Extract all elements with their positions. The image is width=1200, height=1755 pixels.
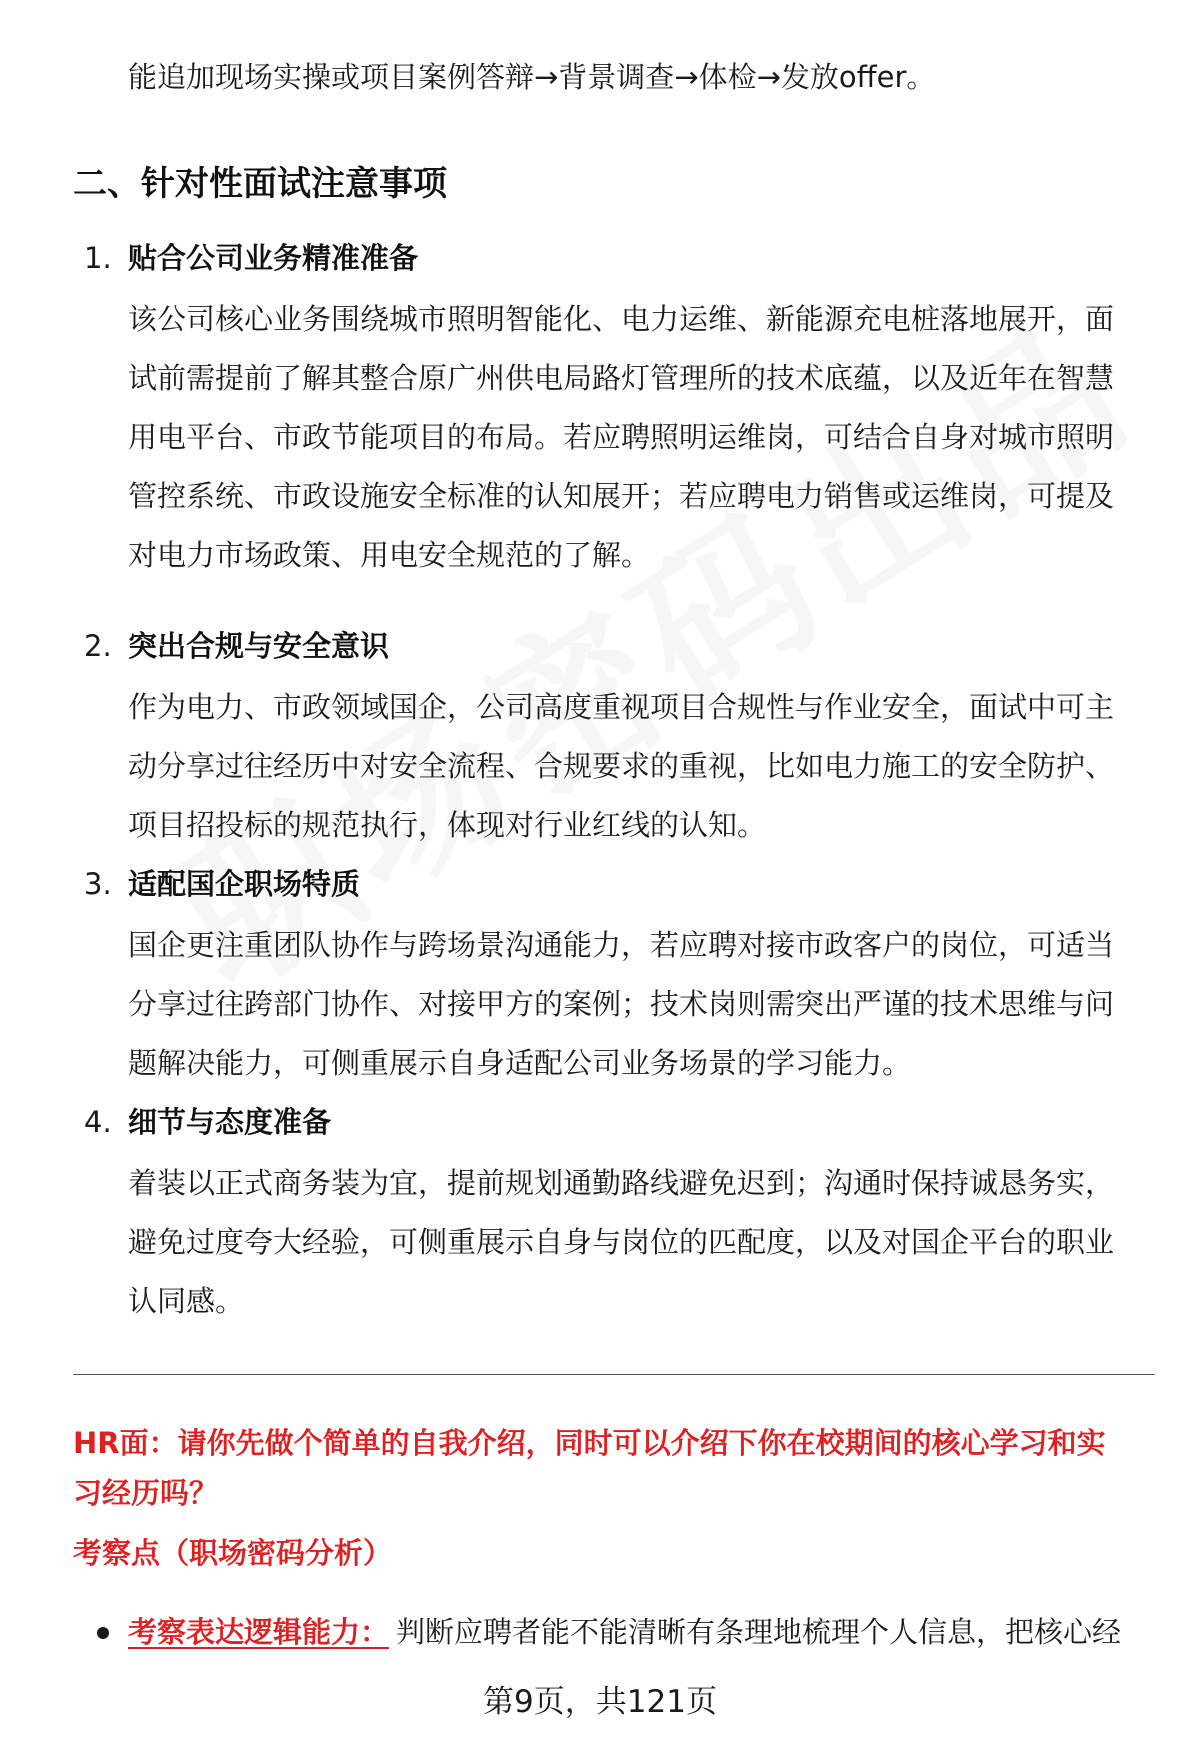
item-body [128,678,1148,855]
hr-question [73,1418,1153,1518]
body-line: 着装以正式商务装为宜，提前规划通勤路线避免迟到；沟通时保持诚恳务实， [128,1166,1115,1200]
item-body [128,290,1148,585]
bullet-text: 判断应聘者能不能清晰有条理地梳理个人信息，把核心经 [396,1615,1122,1649]
page-number: 第9页，共121页 [483,1684,717,1720]
item-title: 突出合规与安全意识 [128,629,390,663]
body-line: 题解决能力，可侧重展示自身适配公司业务场景的学习能力。 [128,1046,912,1080]
hr-question-line: HR面：请你先做个简单的自我介绍，同时可以介绍下你在校期间的核心学习和实 [73,1426,1106,1460]
body-line: 管控系统、市政设施安全标准的认知展开；若应聘电力销售或运维岗，可提及 [128,479,1115,513]
item-title: 贴合公司业务精准准备 [128,241,419,275]
item-title: 细节与态度准备 [128,1105,332,1139]
body-line: 试前需提前了解其整合原广州供电局路灯管理所的技术底蕴，以及近年在智慧 [128,361,1115,395]
analysis-title: 考察点（职场密码分析） [73,1536,393,1570]
section-title: 二、针对性面试注意事项 [73,164,447,204]
hr-question-line: 习经历吗？ [73,1476,219,1510]
body-line: 用电平台、市政节能项目的布局。若应聘照明运维岗，可结合自身对城市照明 [128,420,1115,454]
body-line: 国企更注重团队协作与跨场景沟通能力，若应聘对接市政客户的岗位，可适当 [128,928,1115,962]
body-line: 作为电力、市政领域国企，公司高度重视项目合规性与作业安全，面试中可主 [128,690,1115,724]
item-body [128,916,1148,1093]
section-divider [73,1374,1155,1375]
item-number: 3. [84,867,112,901]
body-line: 避免过度夸大经验，可侧重展示自身与岗位的匹配度，以及对国企平台的职业 [128,1225,1115,1259]
bullet-item [0,1608,1200,1658]
item-body [128,1154,1148,1331]
body-line: 分享过往跨部门协作、对接甲方的案例；技术岗则需突出严谨的技术思维与问 [128,987,1115,1021]
body-line: 对电力市场政策、用电安全规范的了解。 [128,538,651,572]
bullet-dot-icon [97,1627,109,1639]
item-title: 适配国企职场特质 [128,867,361,901]
body-line: 项目招投标的规范执行，体现对行业红线的认知。 [128,808,767,842]
body-line: 动分享过往经历中对安全流程、合规要求的重视，比如电力施工的安全防护、 [128,749,1115,783]
item-number: 2. [84,629,112,663]
bullet-label: 考察表达逻辑能力： [128,1615,390,1649]
body-line: 该公司核心业务围绕城市照明智能化、电力运维、新能源充电桩落地展开，面 [128,302,1115,336]
intro-line: 能追加现场实操或项目案例答辩→背景调查→体检→发放offer。 [128,60,936,94]
item-number: 1. [84,241,112,275]
item-number: 4. [84,1105,112,1139]
body-line: 认同感。 [128,1284,245,1318]
